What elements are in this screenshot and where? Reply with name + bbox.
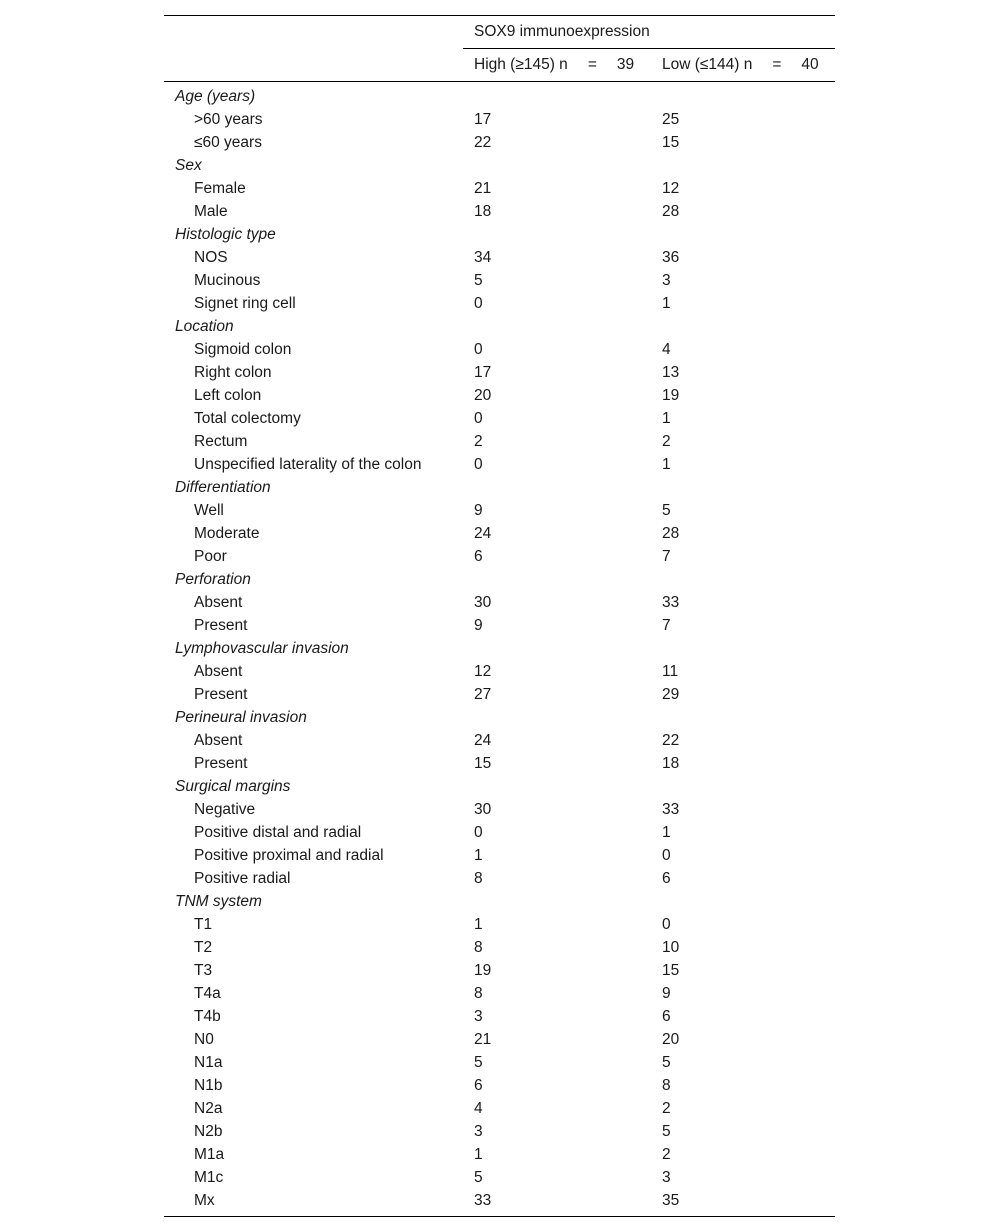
- low-count-cell: 18: [662, 754, 680, 772]
- row-label: Moderate: [194, 524, 260, 542]
- low-count-cell: 12: [662, 179, 680, 197]
- category-row: [164, 476, 835, 499]
- high-count-cell: 0: [474, 823, 483, 841]
- table-row: [164, 545, 835, 568]
- row-label: Well: [194, 501, 224, 519]
- high-count-cell: 0: [474, 409, 483, 427]
- low-count-cell: 6: [662, 869, 671, 887]
- header-empty-cell: [164, 49, 463, 82]
- category-high-empty: [463, 154, 651, 177]
- low-count-cell: 6: [662, 1007, 671, 1025]
- row-label: Poor: [194, 547, 227, 565]
- high-count-cell: 0: [474, 294, 483, 312]
- row-label: Female: [194, 179, 246, 197]
- table-row: [164, 1097, 835, 1120]
- table-row: [164, 1189, 835, 1217]
- low-count-cell: 29: [662, 685, 680, 703]
- low-count-cell: 5: [662, 1122, 671, 1140]
- high-count-cell: 1: [474, 915, 483, 933]
- row-label: Mucinous: [194, 271, 261, 289]
- sox9-group-header: [463, 16, 835, 49]
- low-count-cell: 0: [662, 846, 671, 864]
- high-count-cell: 21: [474, 179, 492, 197]
- high-count-cell: 5: [474, 1053, 483, 1071]
- row-label: N0: [194, 1030, 214, 1048]
- high-count-cell: 5: [474, 271, 483, 289]
- row-label: Total colectomy: [194, 409, 301, 427]
- table-row: [164, 591, 835, 614]
- low-count-cell: 20: [662, 1030, 680, 1048]
- table-row: [164, 338, 835, 361]
- category-low-empty: [651, 82, 835, 109]
- low-count-cell: 2: [662, 1099, 671, 1117]
- row-label: Present: [194, 616, 248, 634]
- table-row: [164, 936, 835, 959]
- row-label: N2b: [194, 1122, 223, 1140]
- table-row: [164, 614, 835, 637]
- high-column-header: [463, 49, 651, 82]
- high-count-cell: 6: [474, 1076, 483, 1094]
- low-column-header: [651, 49, 835, 82]
- category-label: Differentiation: [175, 478, 271, 496]
- row-label: Positive radial: [194, 869, 291, 887]
- table-row: [164, 683, 835, 706]
- high-count-cell: 8: [474, 938, 483, 956]
- category-label: Lymphovascular invasion: [175, 639, 349, 657]
- low-count-cell: 1: [662, 294, 671, 312]
- low-count-cell: 0: [662, 915, 671, 933]
- high-count-cell: 2: [474, 432, 483, 450]
- category-high-empty: [463, 82, 651, 109]
- row-label: Signet ring cell: [194, 294, 296, 312]
- table-row: [164, 522, 835, 545]
- category-high-empty: [463, 476, 651, 499]
- category-label: TNM system: [175, 892, 262, 910]
- high-count-cell: 19: [474, 961, 492, 979]
- low-count-cell: 36: [662, 248, 680, 266]
- high-count-cell: 8: [474, 869, 483, 887]
- high-column-equals: =: [587, 56, 597, 73]
- high-count-cell: 3: [474, 1122, 483, 1140]
- high-count-cell: 27: [474, 685, 492, 703]
- header-row-group: [164, 16, 835, 49]
- table-row: [164, 1051, 835, 1074]
- row-label: Rectum: [194, 432, 248, 450]
- row-label: T2: [194, 938, 213, 956]
- low-count-cell: 33: [662, 593, 680, 611]
- low-count-cell: 35: [651, 1189, 835, 1217]
- low-count-cell: 19: [662, 386, 680, 404]
- category-high-empty: [463, 775, 651, 798]
- category-low-empty: [651, 154, 835, 177]
- category-low-empty: [651, 706, 835, 729]
- high-column-label: High (≥145) n: [474, 56, 568, 73]
- high-count-cell: 1: [474, 846, 483, 864]
- row-label: Male: [194, 202, 228, 220]
- low-column-equals: =: [772, 56, 782, 73]
- category-row: [164, 223, 835, 246]
- high-count-cell: 21: [474, 1030, 492, 1048]
- table-row: [164, 430, 835, 453]
- table-row: [164, 752, 835, 775]
- low-count-cell: 8: [662, 1076, 671, 1094]
- category-low-empty: [651, 890, 835, 913]
- high-count-cell: 6: [474, 547, 483, 565]
- table-row: [164, 867, 835, 890]
- low-count-cell: 1: [662, 409, 671, 427]
- low-count-cell: 1: [662, 455, 671, 473]
- table-row: [164, 177, 835, 200]
- high-count-cell: 24: [474, 524, 492, 542]
- high-count-cell: 30: [474, 800, 492, 818]
- sox9-table-container: [164, 15, 835, 1217]
- low-count-cell: 28: [662, 202, 680, 220]
- category-high-empty: [463, 315, 651, 338]
- high-count-cell: 4: [474, 1099, 483, 1117]
- table-row: [164, 407, 835, 430]
- table-body: [164, 82, 835, 1217]
- row-label: Absent: [194, 731, 243, 749]
- category-label: Perineural invasion: [175, 708, 307, 726]
- row-label: Positive proximal and radial: [194, 846, 384, 864]
- category-row: [164, 775, 835, 798]
- category-high-empty: [463, 223, 651, 246]
- low-count-cell: 25: [662, 110, 680, 128]
- high-count-cell: 5: [474, 1168, 483, 1186]
- high-count-cell: 30: [474, 593, 492, 611]
- table-row: [164, 1143, 835, 1166]
- low-count-cell: 5: [662, 501, 671, 519]
- row-label: ≤60 years: [194, 133, 262, 151]
- row-label: Left colon: [194, 386, 262, 404]
- category-low-empty: [651, 775, 835, 798]
- high-count-cell: 24: [474, 731, 492, 749]
- low-count-cell: 13: [662, 363, 680, 381]
- row-label: Present: [194, 754, 248, 772]
- table-row: [164, 269, 835, 292]
- high-count-cell: 33: [463, 1189, 651, 1217]
- row-label: Present: [194, 685, 248, 703]
- row-label: N2a: [194, 1099, 223, 1117]
- high-count-cell: 9: [474, 501, 483, 519]
- row-label: T1: [194, 915, 213, 933]
- category-label: Histologic type: [175, 225, 276, 243]
- category-row: [164, 890, 835, 913]
- row-label: NOS: [194, 248, 228, 266]
- category-high-empty: [463, 568, 651, 591]
- row-label: M1a: [194, 1145, 225, 1163]
- high-count-cell: 3: [474, 1007, 483, 1025]
- category-low-empty: [651, 223, 835, 246]
- row-label: N1a: [194, 1053, 223, 1071]
- row-label: >60 years: [194, 110, 263, 128]
- high-count-cell: 1: [474, 1145, 483, 1163]
- table-row: [164, 200, 835, 223]
- category-row: [164, 315, 835, 338]
- table-row: [164, 108, 835, 131]
- row-label: Absent: [194, 593, 243, 611]
- low-count-cell: 28: [662, 524, 680, 542]
- table-row: [164, 453, 835, 476]
- row-label: Positive distal and radial: [194, 823, 362, 841]
- high-count-cell: 34: [474, 248, 492, 266]
- low-count-cell: 9: [662, 984, 671, 1002]
- row-label: N1b: [194, 1076, 223, 1094]
- high-count-cell: 15: [474, 754, 492, 772]
- high-count-cell: 20: [474, 386, 492, 404]
- header-empty-cell: [164, 16, 463, 49]
- table-row: [164, 844, 835, 867]
- high-count-cell: 0: [474, 455, 483, 473]
- category-low-empty: [651, 476, 835, 499]
- category-low-empty: [651, 568, 835, 591]
- low-count-cell: 1: [662, 823, 671, 841]
- table-row: [164, 1028, 835, 1051]
- high-column-n: 39: [616, 56, 635, 73]
- low-count-cell: 15: [662, 961, 680, 979]
- low-count-cell: 2: [662, 432, 671, 450]
- row-label: T4b: [194, 1007, 221, 1025]
- category-high-empty: [463, 890, 651, 913]
- category-row: [164, 82, 835, 109]
- table-row: [164, 1120, 835, 1143]
- low-column-n: 40: [801, 56, 819, 73]
- low-count-cell: 33: [662, 800, 680, 818]
- row-label: Right colon: [194, 363, 272, 381]
- table-row: [164, 361, 835, 384]
- table-row: [164, 1074, 835, 1097]
- sox9-group-title: SOX9 immunoexpression: [474, 23, 650, 40]
- table-row: [164, 729, 835, 752]
- row-label: T4a: [194, 984, 221, 1002]
- category-row: [164, 154, 835, 177]
- table-row: [164, 384, 835, 407]
- table-row: [164, 913, 835, 936]
- low-count-cell: 11: [662, 662, 679, 680]
- table-row: [164, 499, 835, 522]
- table-row: [164, 292, 835, 315]
- low-column-label: Low (≤144) n: [662, 56, 753, 73]
- row-label: Mx: [164, 1189, 463, 1217]
- category-label: Location: [175, 317, 234, 335]
- category-low-empty: [651, 637, 835, 660]
- header-row-columns: [164, 49, 835, 82]
- category-label: Sex: [175, 156, 202, 174]
- table-row: [164, 982, 835, 1005]
- low-count-cell: 15: [662, 133, 680, 151]
- table-row: [164, 246, 835, 269]
- category-row: [164, 706, 835, 729]
- high-count-cell: 17: [474, 363, 492, 381]
- row-label: Unspecified laterality of the colon: [194, 455, 422, 473]
- low-count-cell: 3: [662, 1168, 671, 1186]
- low-count-cell: 5: [662, 1053, 671, 1071]
- table-row: [164, 798, 835, 821]
- low-count-cell: 2: [662, 1145, 671, 1163]
- row-label: T3: [194, 961, 213, 979]
- table-header: [164, 16, 835, 82]
- table-row: [164, 131, 835, 154]
- table-row: [164, 1166, 835, 1189]
- low-count-cell: 4: [662, 340, 671, 358]
- high-count-cell: 17: [474, 110, 492, 128]
- low-count-cell: 22: [662, 731, 680, 749]
- category-row: [164, 568, 835, 591]
- category-high-empty: [463, 706, 651, 729]
- category-high-empty: [463, 637, 651, 660]
- high-count-cell: 8: [474, 984, 483, 1002]
- sox9-clinicopathologic-table: [164, 15, 835, 1217]
- high-count-cell: 18: [474, 202, 492, 220]
- high-count-cell: 9: [474, 616, 483, 634]
- high-count-cell: 0: [474, 340, 483, 358]
- category-row: [164, 637, 835, 660]
- low-count-cell: 10: [662, 938, 680, 956]
- table-row: [164, 1005, 835, 1028]
- low-count-cell: 7: [662, 547, 671, 565]
- category-label: Age (years): [175, 87, 256, 105]
- category-label: Surgical margins: [175, 777, 291, 795]
- high-count-cell: 12: [474, 662, 492, 680]
- table-row: [164, 959, 835, 982]
- table-row: [164, 821, 835, 844]
- row-label: M1c: [194, 1168, 224, 1186]
- table-row: [164, 660, 835, 683]
- category-low-empty: [651, 315, 835, 338]
- row-label: Sigmoid colon: [194, 340, 292, 358]
- low-count-cell: 3: [662, 271, 671, 289]
- category-label: Perforation: [175, 570, 251, 588]
- row-label: Negative: [194, 800, 256, 818]
- low-count-cell: 7: [662, 616, 671, 634]
- row-label: Absent: [194, 662, 243, 680]
- high-count-cell: 22: [474, 133, 492, 151]
